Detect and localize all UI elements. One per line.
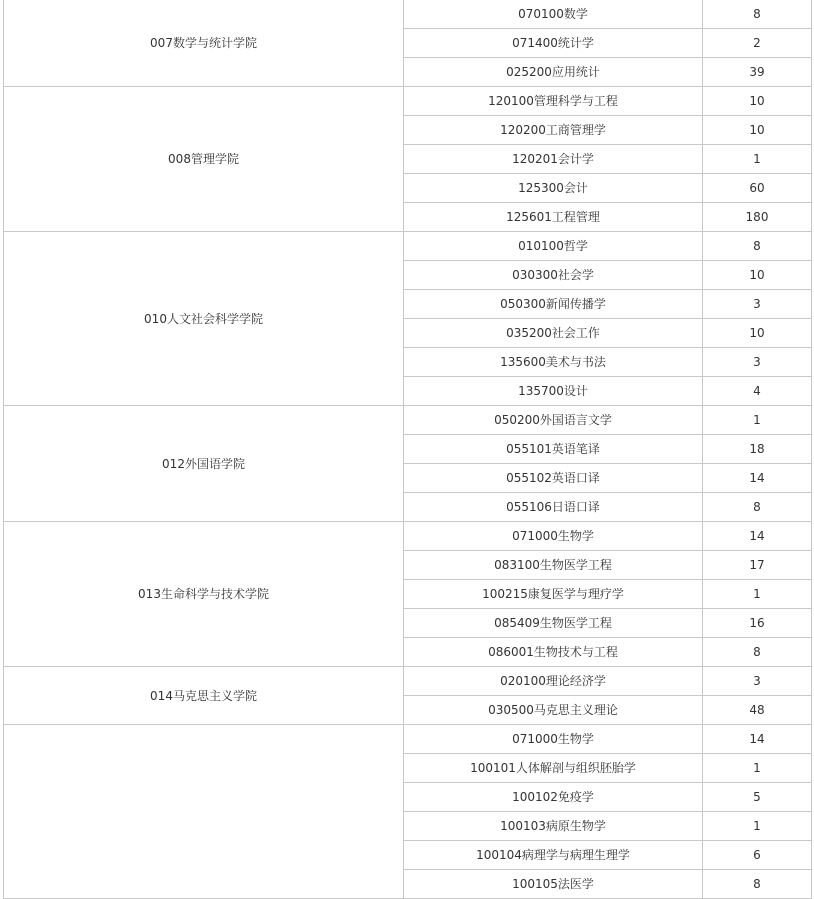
major-cell: 035200社会工作 [404,319,703,348]
college-cell: 008管理学院 [4,87,404,232]
count-cell: 16 [703,609,812,638]
count-cell: 60 [703,174,812,203]
major-cell: 010100哲学 [404,232,703,261]
major-cell: 055101英语笔译 [404,435,703,464]
table-row [4,232,812,261]
count-cell: 2 [703,29,812,58]
major-cell: 100102免疫学 [404,783,703,812]
count-cell: 10 [703,261,812,290]
table-body [4,0,812,899]
count-cell: 14 [703,522,812,551]
college-cell: 013生命科学与技术学院 [4,522,404,667]
major-cell: 030300社会学 [404,261,703,290]
count-cell: 14 [703,464,812,493]
college-cell: 014马克思主义学院 [4,667,404,725]
table-row [4,667,812,696]
count-cell: 8 [703,638,812,667]
major-cell: 030500马克思主义理论 [404,696,703,725]
count-cell: 48 [703,696,812,725]
count-cell: 39 [703,58,812,87]
count-cell: 8 [703,232,812,261]
count-cell: 180 [703,203,812,232]
table-row [4,725,812,754]
major-cell: 071400统计学 [404,29,703,58]
major-cell: 086001生物技术与工程 [404,638,703,667]
table-row [4,406,812,435]
major-cell: 055106日语口译 [404,493,703,522]
count-cell: 3 [703,667,812,696]
major-cell: 083100生物医学工程 [404,551,703,580]
major-cell: 100105法医学 [404,870,703,899]
table-row [4,87,812,116]
major-cell: 085409生物医学工程 [404,609,703,638]
major-cell: 071000生物学 [404,522,703,551]
count-cell: 1 [703,580,812,609]
major-cell: 020100理论经济学 [404,667,703,696]
count-cell: 10 [703,87,812,116]
major-cell: 135700设计 [404,377,703,406]
count-cell: 10 [703,319,812,348]
major-cell: 120100管理科学与工程 [404,87,703,116]
major-cell: 125300会计 [404,174,703,203]
major-cell: 100101人体解剖与组织胚胎学 [404,754,703,783]
count-cell: 1 [703,812,812,841]
major-cell: 025200应用统计 [404,58,703,87]
count-cell: 1 [703,145,812,174]
count-cell: 8 [703,0,812,29]
college-cell: 012外国语学院 [4,406,404,522]
major-cell: 070100数学 [404,0,703,29]
count-cell: 3 [703,290,812,319]
major-cell: 071000生物学 [404,725,703,754]
count-cell: 1 [703,406,812,435]
count-cell: 6 [703,841,812,870]
count-cell: 4 [703,377,812,406]
major-cell: 125601工程管理 [404,203,703,232]
major-cell: 120200工商管理学 [404,116,703,145]
major-cell: 100103病原生物学 [404,812,703,841]
major-cell: 055102英语口译 [404,464,703,493]
count-cell: 5 [703,783,812,812]
major-cell: 120201会计学 [404,145,703,174]
enrollment-table [3,0,812,899]
count-cell: 18 [703,435,812,464]
count-cell: 17 [703,551,812,580]
count-cell: 14 [703,725,812,754]
major-cell: 050300新闻传播学 [404,290,703,319]
count-cell: 1 [703,754,812,783]
major-cell: 100104病理学与病理生理学 [404,841,703,870]
major-cell: 100215康复医学与理疗学 [404,580,703,609]
count-cell: 8 [703,493,812,522]
count-cell: 3 [703,348,812,377]
college-cell: 010人文社会科学学院 [4,232,404,406]
major-cell: 050200外国语言文学 [404,406,703,435]
college-cell [4,725,404,899]
count-cell: 10 [703,116,812,145]
college-cell: 007数学与统计学院 [4,0,404,87]
table-row [4,522,812,551]
table-row [4,0,812,29]
major-cell: 135600美术与书法 [404,348,703,377]
count-cell: 8 [703,870,812,899]
